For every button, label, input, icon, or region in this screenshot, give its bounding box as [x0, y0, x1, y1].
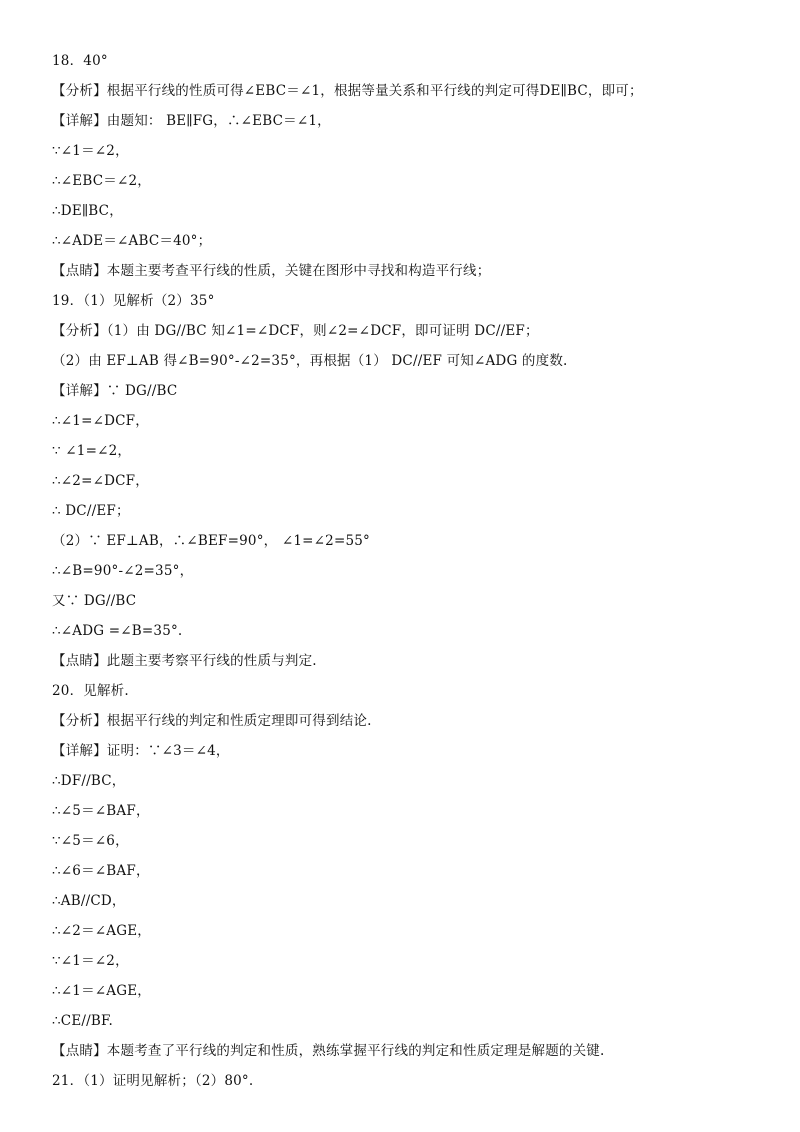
detail-19-line-1: 【详解】∵ DG//BC	[52, 383, 178, 399]
detail-20-line-7: ∴∠2＝∠AGE，	[52, 923, 151, 939]
detail-20-line-2: ∴DF//BC，	[52, 773, 126, 789]
detail-18-line-5: ∴∠ADE＝∠ABC＝40°；	[52, 233, 212, 249]
detail-20-line-8: ∵∠1＝∠2，	[52, 953, 129, 969]
detail-20-line-6: ∴AB//CD，	[52, 893, 126, 909]
detail-19-line-3: ∵ ∠1=∠2，	[52, 443, 132, 459]
detail-19-line-8: 又∵ DG//BC	[52, 593, 137, 609]
detail-20-line-10: ∴CE//BF.	[52, 1013, 113, 1029]
analysis-20: 【分析】根据平行线的判定和性质定理即可得到结论.	[52, 713, 372, 729]
detail-20-line-1: 【详解】证明：∵∠3＝∠4，	[52, 743, 230, 759]
detail-19-line-6: （2）∵ EF⊥AB，∴∠BEF=90°， ∠1=∠2=55°	[52, 533, 371, 549]
detail-18-line-3: ∴∠EBC＝∠2，	[52, 173, 151, 189]
detail-18-line-4: ∴DE∥BC，	[52, 203, 123, 219]
comment-18: 【点睛】本题主要考查平行线的性质，关键在图形中寻找和构造平行线；	[52, 263, 491, 279]
detail-19-line-7: ∴∠B=90°-∠2=35°，	[52, 563, 194, 579]
detail-18-line-1: 【详解】由题知： BE∥FG，∴∠EBC＝∠1，	[52, 113, 331, 129]
detail-20-line-3: ∴∠5＝∠BAF，	[52, 803, 150, 819]
analysis-19-part-1: 【分析】（1）由 DG//BC 知∠1=∠DCF，则∠2=∠DCF，即可证明 DC//EF；	[52, 323, 539, 339]
detail-20-line-5: ∴∠6＝∠BAF，	[52, 863, 150, 879]
detail-20-line-9: ∴∠1＝∠AGE，	[52, 983, 151, 999]
answer-19-heading: 19．（1）见解析（2）35°	[52, 293, 215, 309]
detail-19-line-9: ∴∠ADG =∠B=35°.	[52, 623, 183, 639]
detail-18-line-2: ∵∠1＝∠2，	[52, 143, 129, 159]
answer-18-heading: 18．40°	[52, 53, 108, 69]
detail-20-line-4: ∵∠5＝∠6，	[52, 833, 129, 849]
analysis-18: 【分析】根据平行线的性质可得∠EBC＝∠1，根据等量关系和平行线的判定可得DE∥BC，即可；	[52, 83, 643, 99]
comment-19: 【点睛】此题主要考察平行线的性质与判定.	[52, 653, 317, 669]
detail-19-line-2: ∴∠1=∠DCF，	[52, 413, 149, 429]
detail-19-line-4: ∴∠2=∠DCF，	[52, 473, 149, 489]
answer-20-heading: 20．见解析.	[52, 683, 129, 699]
detail-19-line-5: ∴ DC//EF；	[52, 503, 130, 519]
comment-20: 【点睛】本题考查了平行线的判定和性质，熟练掌握平行线的判定和性质定理是解题的关键.	[52, 1043, 605, 1059]
analysis-19-part-2: （2）由 EF⊥AB 得∠B=90°-∠2=35°，再根据（1） DC//EF 可知∠ADG 的度数.	[52, 353, 568, 369]
answer-21-heading: 21．（1）证明见解析；（2）80°.	[52, 1073, 254, 1089]
